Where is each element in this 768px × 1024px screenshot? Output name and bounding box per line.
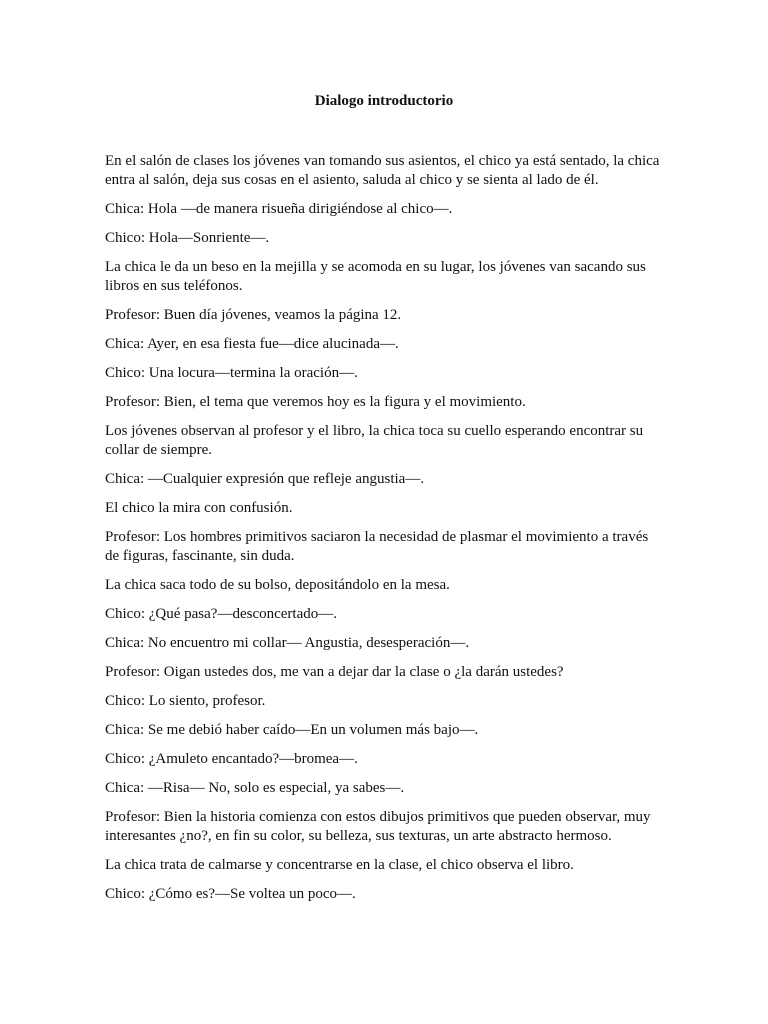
document-body bbox=[105, 152, 665, 914]
paragraph: Chico: Una locura—termina la oración—. bbox=[105, 365, 358, 381]
paragraph: Chica: Se me debió haber caído—En un volumen más bajo—. bbox=[105, 722, 479, 738]
document-title: Dialogo introductorio bbox=[314, 93, 454, 109]
paragraph: Chico: ¿Qué pasa?—desconcertado—. bbox=[105, 606, 337, 622]
paragraph: El chico la mira con confusión. bbox=[105, 500, 293, 516]
paragraph: Chica: —Cualquier expresión que refleje angustia—. bbox=[105, 471, 425, 487]
paragraph: Profesor: Los hombres primitivos saciaron la necesidad de plasmar el movimiento a través de figuras, fascinante, sin duda. bbox=[105, 529, 649, 564]
paragraph: Chica: —Risa— No, solo es especial, ya sabes—. bbox=[105, 780, 405, 796]
paragraph: Los jóvenes observan al profesor y el libro, la chica toca su cuello esperando encontrar su collar de siempre. bbox=[105, 423, 644, 458]
paragraph: Profesor: Bien la historia comienza con estos dibujos primitivos que pueden observar, muy interesantes ¿no?, en fin su color, su belleza, sus texturas, un arte abstracto hermoso. bbox=[105, 809, 651, 844]
paragraph: Chica: No encuentro mi collar— Angustia, desesperación—. bbox=[105, 635, 470, 651]
paragraph: Chico: ¿Cómo es?—Se voltea un poco—. bbox=[105, 886, 356, 902]
paragraph: Profesor: Buen día jóvenes, veamos la página 12. bbox=[105, 307, 402, 323]
paragraph: Profesor: Oigan ustedes dos, me van a dejar dar la clase o ¿la darán ustedes? bbox=[105, 664, 564, 680]
paragraph: La chica saca todo de su bolso, depositándolo en la mesa. bbox=[105, 577, 450, 593]
paragraph: Chica: Hola —de manera risueña dirigiéndose al chico—. bbox=[105, 201, 453, 217]
paragraph: En el salón de clases los jóvenes van tomando sus asientos, el chico ya está sentado, la chica entra al salón, deja sus cosas en el asiento, saluda al chico y se sienta al lado de él. bbox=[105, 153, 660, 188]
paragraph: La chica trata de calmarse y concentrarse en la clase, el chico observa el libro. bbox=[105, 857, 574, 873]
paragraph: La chica le da un beso en la mejilla y se acomoda en su lugar, los jóvenes van sacando sus libros en sus teléfonos. bbox=[105, 259, 646, 294]
paragraph: Profesor: Bien, el tema que veremos hoy es la figura y el movimiento. bbox=[105, 394, 526, 410]
paragraph: Chico: Hola—Sonriente—. bbox=[105, 230, 270, 246]
paragraph: Chico: ¿Amuleto encantado?—bromea—. bbox=[105, 751, 358, 767]
paragraph: Chica: Ayer, en esa fiesta fue—dice alucinada—. bbox=[105, 336, 399, 352]
paragraph: Chico: Lo siento, profesor. bbox=[105, 693, 266, 709]
